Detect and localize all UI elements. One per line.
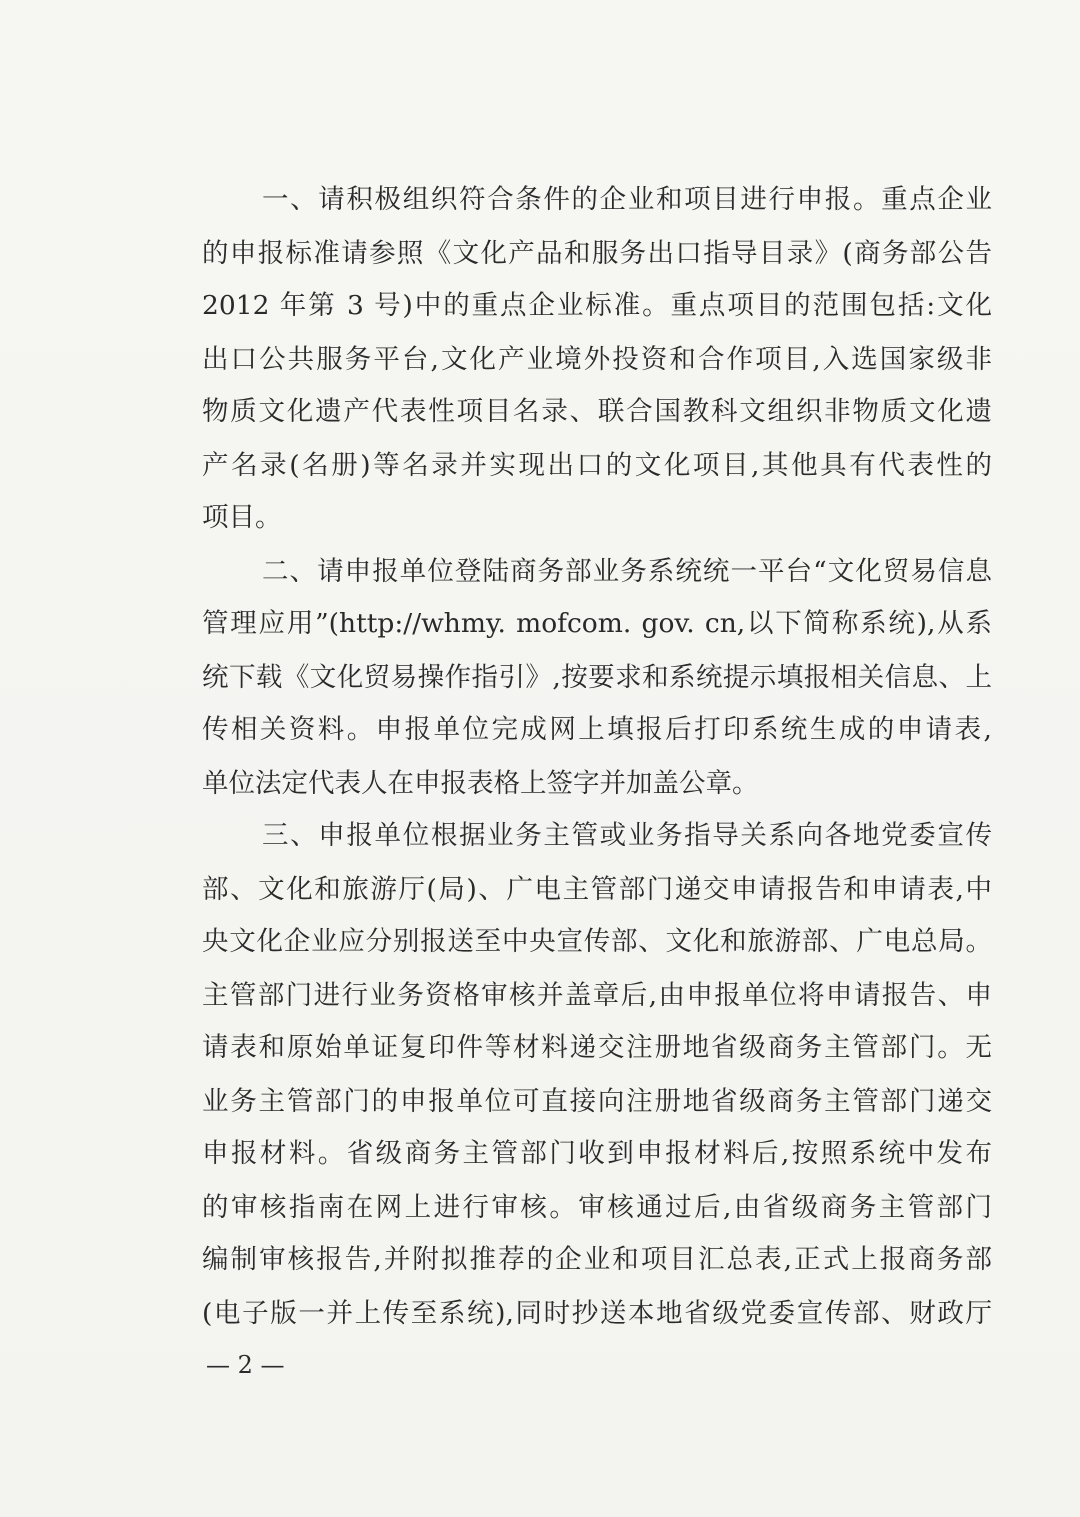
paragraph-3-line-7: 申报材料。省级商务主管部门收到申报材料后,按照系统中发布 [202, 1138, 992, 1169]
paragraph-1-line-4: 出口公共服务平台,文化产业境外投资和合作项目,入选国家级非 [202, 344, 992, 375]
paragraph-2-line-2: 管理应用”(http://whmy. mofcom. gov. cn,以下简称系统),从系 [202, 608, 992, 639]
paragraph-1-line-7: 项目。 [202, 502, 282, 533]
paragraph-1-line-2: 的申报标准请参照《文化产品和服务出口指导目录》(商务部公告 [202, 238, 992, 269]
paragraph-2-line-5: 单位法定代表人在申报表格上签字并加盖公章。 [202, 768, 759, 799]
paragraph-3-line-8: 的审核指南在网上进行审核。审核通过后,由省级商务主管部门 [202, 1192, 992, 1223]
paragraph-3-line-10: (电子版一并上传至系统),同时抄送本地省级党委宣传部、财政厅 [202, 1298, 992, 1329]
paragraph-1-line-6: 产名录(名册)等名录并实现出口的文化项目,其他具有代表性的 [202, 450, 992, 481]
paragraph-2-line-3: 统下载《文化贸易操作指引》,按要求和系统提示填报相关信息、上 [202, 662, 992, 693]
paragraph-2-line-4: 传相关资料。申报单位完成网上填报后打印系统生成的申请表, [202, 714, 992, 745]
paragraph-1-line-3: 2012 年第 3 号)中的重点企业标准。重点项目的范围包括:文化 [202, 290, 992, 321]
paragraph-3-line-1: 三、申报单位根据业务主管或业务指导关系向各地党委宣传 [262, 820, 992, 851]
paragraph-1-line-1: 一、请积极组织符合条件的企业和项目进行申报。重点企业 [262, 184, 992, 215]
paragraph-3-line-3: 央文化企业应分别报送至中央宣传部、文化和旅游部、广电总局。 [202, 926, 992, 957]
paragraph-2-line-1: 二、请申报单位登陆商务部业务系统统一平台“文化贸易信息 [262, 556, 992, 587]
paragraph-1-line-5: 物质文化遗产代表性项目名录、联合国教科文组织非物质文化遗 [202, 396, 992, 427]
paragraph-3-line-6: 业务主管部门的申报单位可直接向注册地省级商务主管部门递交 [202, 1086, 992, 1117]
paragraph-3-line-4: 主管部门进行业务资格审核并盖章后,由申报单位将申请报告、申 [202, 980, 992, 1011]
paragraph-3-line-5: 请表和原始单证复印件等材料递交注册地省级商务主管部门。无 [202, 1032, 992, 1063]
page-number: — 2 — [206, 1351, 285, 1379]
paragraph-3-line-2: 部、文化和旅游厅(局)、广电主管部门递交申请报告和申请表,中 [202, 874, 992, 905]
paragraph-3-line-9: 编制审核报告,并附拟推荐的企业和项目汇总表,正式上报商务部 [202, 1244, 992, 1275]
